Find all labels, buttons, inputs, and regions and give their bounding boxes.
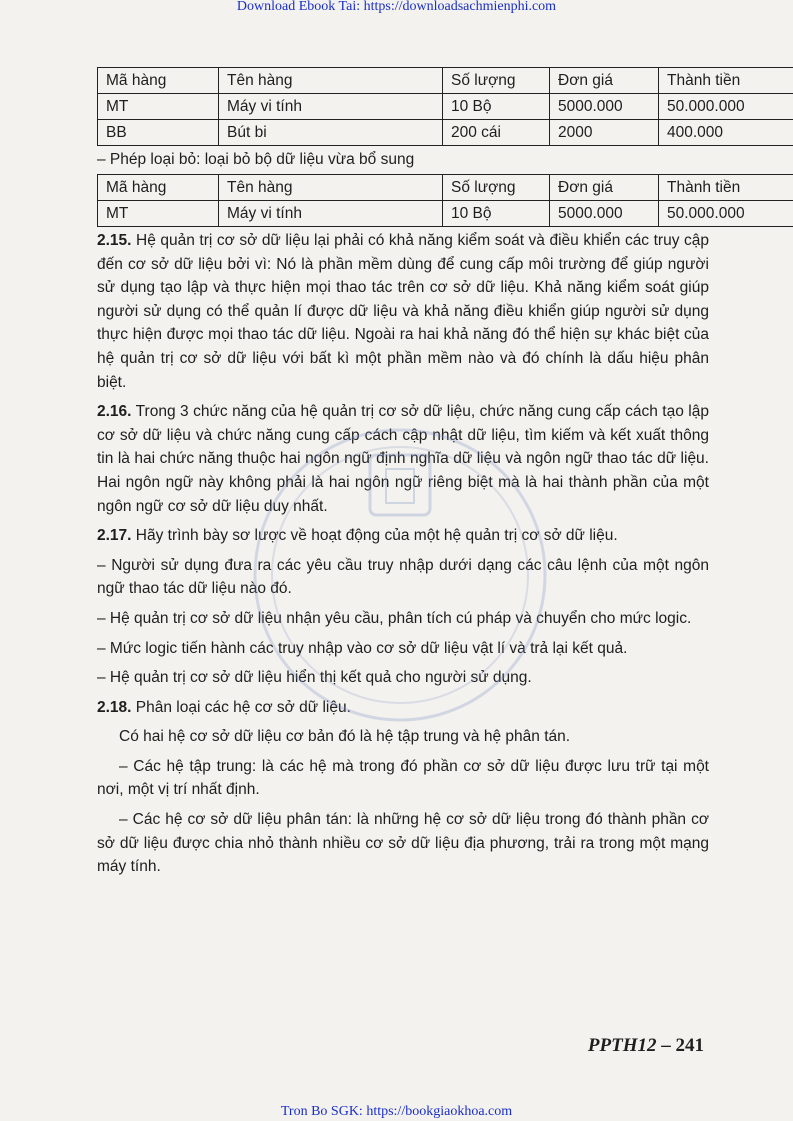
table-header-cell: Mã hàng: [98, 68, 219, 94]
section-number: 2.17.: [97, 527, 132, 545]
book-code: PPTH12: [587, 1035, 657, 1056]
section-number: 2.15.: [97, 232, 132, 249]
table-header-row: [98, 175, 793, 201]
table-cell: Bút bi: [219, 120, 443, 146]
table-cell: 50.000.000: [659, 201, 793, 227]
table-cell: 400.000: [659, 120, 793, 146]
table-row: [98, 94, 793, 120]
table-cell: BB: [98, 120, 219, 146]
page-number: 241: [675, 1035, 704, 1056]
table-header-cell: Thành tiền: [659, 175, 793, 201]
table-header-cell: Tên hàng: [219, 68, 443, 94]
section-2-18: [97, 696, 709, 720]
section-number: 2.18.: [97, 698, 132, 716]
section-number: 2.16.: [97, 403, 132, 421]
table-header-cell: Số lượng: [443, 175, 550, 201]
table-cell: 2000: [550, 120, 659, 146]
list-item: – Người sử dụng đưa ra các yêu cầu truy nhập dưới dạng các câu lệnh của một ngôn ngữ thao tác dữ liệu nào đó.: [97, 556, 709, 598]
table-header-cell: Đơn giá: [550, 68, 659, 94]
table-row: [98, 120, 793, 146]
section-text: Phân loại các hệ cơ sở dữ liệu.: [131, 698, 351, 716]
table-row: [98, 201, 793, 227]
page-content: [97, 67, 745, 885]
section-text: Trong 3 chức năng của hệ quản trị cơ sở dữ liệu, chức năng cung cấp cách tạo lập cơ sở dữ liệu và chức năng cung cấp cách cập nhật dữ liệu, tìm kiếm và kết xuất thông tin là hai chức năng thuộc hai ngôn ngữ định nghĩa dữ liệu và ngôn ngữ thao tác dữ liệu. Hai ngôn ngữ này không phải là hai ngôn ngữ riêng biệt mà là hai thành phần của một ngôn ngữ cơ sở dữ liệu duy nhất.: [97, 403, 709, 515]
footer-sgk-link[interactable]: Tron Bo SGK: https://bookgiaokhoa.com: [280, 1104, 513, 1119]
paragraph: – Các hệ cơ sở dữ liệu phân tán: là những hệ cơ sở dữ liệu trong đó thành phần cơ sở dữ liệu được chia nhỏ thành nhiều cơ sở dữ liệu địa phương, trải ra trong một mạng máy tính.: [97, 811, 709, 876]
table-header-cell: Đơn giá: [550, 175, 659, 201]
paragraph: Có hai hệ cơ sở dữ liệu cơ bản đó là hệ tập trung và hệ phân tán.: [119, 728, 571, 746]
table-cell: Máy vi tính: [219, 201, 443, 227]
section-text: Hãy trình bày sơ lược về hoạt động của một hệ quản trị cơ sở dữ liệu.: [131, 527, 618, 545]
table-cell: 5000.000: [550, 94, 659, 120]
goods-table-2: [97, 174, 793, 227]
note-delete-operation: – Phép loại bỏ: loại bỏ bộ dữ liệu vừa bổ sung: [97, 151, 415, 168]
table-cell: 10 Bộ: [443, 201, 550, 227]
footer-separator: –: [656, 1035, 676, 1056]
table-cell: 10 Bộ: [443, 94, 550, 120]
table-header-cell: Mã hàng: [98, 175, 219, 201]
table-header-row: [98, 68, 793, 94]
section-2-15: [97, 229, 709, 394]
table-cell: MT: [98, 94, 219, 120]
table-cell: Máy vi tính: [219, 94, 443, 120]
table-header-cell: Số lượng: [443, 68, 550, 94]
goods-table-1: [97, 67, 793, 146]
list-item: – Hệ quản trị cơ sở dữ liệu hiển thị kết quả cho người sử dụng.: [97, 669, 532, 687]
header-download-link[interactable]: Download Ebook Tai: https://downloadsachmienphi.com: [236, 0, 557, 14]
section-2-17: [97, 524, 709, 548]
page-footer: [588, 1035, 704, 1057]
table-header-cell: Thành tiền: [659, 68, 793, 94]
table-cell: 50.000.000: [659, 94, 793, 120]
paragraph: – Các hệ tập trung: là các hệ mà trong đó phần cơ sở dữ liệu được lưu trữ tại một nơi, một vị trí nhất định.: [97, 757, 709, 799]
list-item: – Hệ quản trị cơ sở dữ liệu nhận yêu cầu, phân tích cú pháp và chuyển cho mức logic.: [97, 609, 692, 627]
table-cell: 5000.000: [550, 201, 659, 227]
table-cell: MT: [98, 201, 219, 227]
table-header-cell: Tên hàng: [219, 175, 443, 201]
table-cell: 200 cái: [443, 120, 550, 146]
section-text: Hệ quản trị cơ sở dữ liệu lại phải có khả năng kiểm soát và điều khiển các truy cập đến cơ sở dữ liệu bởi vì: Nó là phần mềm dùng để cung cấp môi trường để giúp người sử dụng tạo lập và thực hiện mọi thao tác trên cơ sở dữ liệu. Khả năng kiểm soát giúp người sử dụng có thể quản lí được dữ liệu và khả năng điều khiển giúp người sử dụng thực hiện được mọi thao tác dữ liệu. Ngoài ra hai khả năng đó thể hiện sự khác biệt của hệ quản trị cơ sở dữ liệu với bất kì một phần mềm nào và đó chính là dấu hiệu phân biệt.: [97, 232, 709, 391]
list-item: – Mức logic tiến hành các truy nhập vào cơ sở dữ liệu vật lí và trả lại kết quả.: [97, 639, 628, 657]
section-2-16: [97, 400, 709, 518]
